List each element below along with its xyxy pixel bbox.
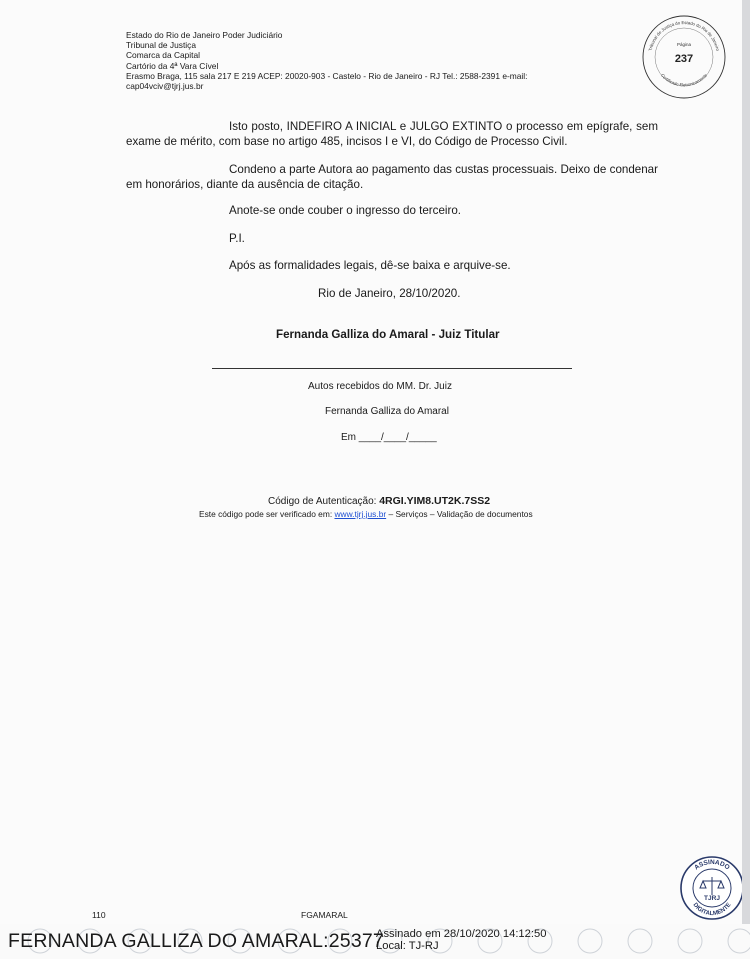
header-line: Erasmo Braga, 115 sala 217 E 219 ACEP: 20020-903 - Castelo - Rio de Janeiro - RJ Tel.: 2588-2391 e-mail: [126,70,528,81]
seal-label: Página [676,42,692,47]
signature-bar [0,924,750,959]
svg-text:Certificado Eletronicamente [660,72,708,87]
header-line: Tribunal de Justiça [126,40,196,51]
seal-ring-text: Tribunal de Justiça do Estado do Rio de Janeiro [647,19,721,52]
auth-code: 4RGI.YIM8.UT2K.7SS2 [379,495,491,507]
stamp-top-text: ASSINADO [693,858,731,872]
verify-prefix: Este código pode ser verificado em: [199,509,333,519]
auth-code-row [268,495,490,507]
decision-body [126,119,658,192]
signed-location: Local: TJ-RJ [376,940,439,952]
stamp-center-text: TJRJ [704,895,720,902]
stamp-bottom-text: DIGITALMENTE [691,902,733,918]
paragraph: Anote-se onde couber o ingresso do terceiro. [229,204,462,217]
verify-suffix: – Serviços – Validação de documentos [388,509,533,519]
verify-line [199,509,533,519]
judge-signature: Fernanda Galliza do Amaral - Juiz Titular [276,328,500,341]
divider [212,368,572,369]
paragraph: P.I. [229,232,245,245]
footer-user-code: FGAMARAL [301,910,348,920]
paragraph: Após as formalidades legais, dê-se baixa e arquive-se. [229,259,511,272]
court-seal-icon [641,14,727,100]
signature-info [376,928,546,952]
paragraph: Condeno a parte Autora ao pagamento das custas processuais. Deixo de condenar em honorários, diante da ausência de citação. [126,163,658,191]
header-line: Cartório da 4ª Vara Cível [126,60,219,71]
digital-signature-stamp-icon [679,855,745,921]
place-date: Rio de Janeiro, 28/10/2020. [318,287,461,300]
receipt-line: Fernanda Galliza do Amaral [325,406,449,417]
signer-name: FERNANDA GALLIZA DO AMARAL:25377 [8,930,384,952]
auth-label: Código de Autenticação: [268,496,377,507]
court-header [126,30,616,91]
footer-number: 110 [92,910,106,920]
page-number: 237 [674,53,694,65]
seal-bottom-text: Certificado Eletronicamente [659,72,709,88]
header-line: cap04vciv@tjrj.jus.br [126,81,204,92]
receipt-date: Em ____/____/_____ [341,432,437,443]
receipt-line: Autos recebidos do MM. Dr. Juiz [308,381,452,392]
header-line: Comarca da Capital [126,50,201,61]
header-line: Estado do Rio de Janeiro Poder Judiciário [126,30,283,40]
paragraph: Isto posto, INDEFIRO A INICIAL e JULGO EXTINTO o processo em epígrafe, sem exame de mérito, com base no artigo 485, incisos I e VI, do Código de Processo Civil. [126,120,658,148]
page-edge [742,0,750,930]
verify-link[interactable]: www.tjrj.jus.br [334,509,387,519]
signed-at: Assinado em 28/10/2020 14:12:50 [376,928,547,940]
